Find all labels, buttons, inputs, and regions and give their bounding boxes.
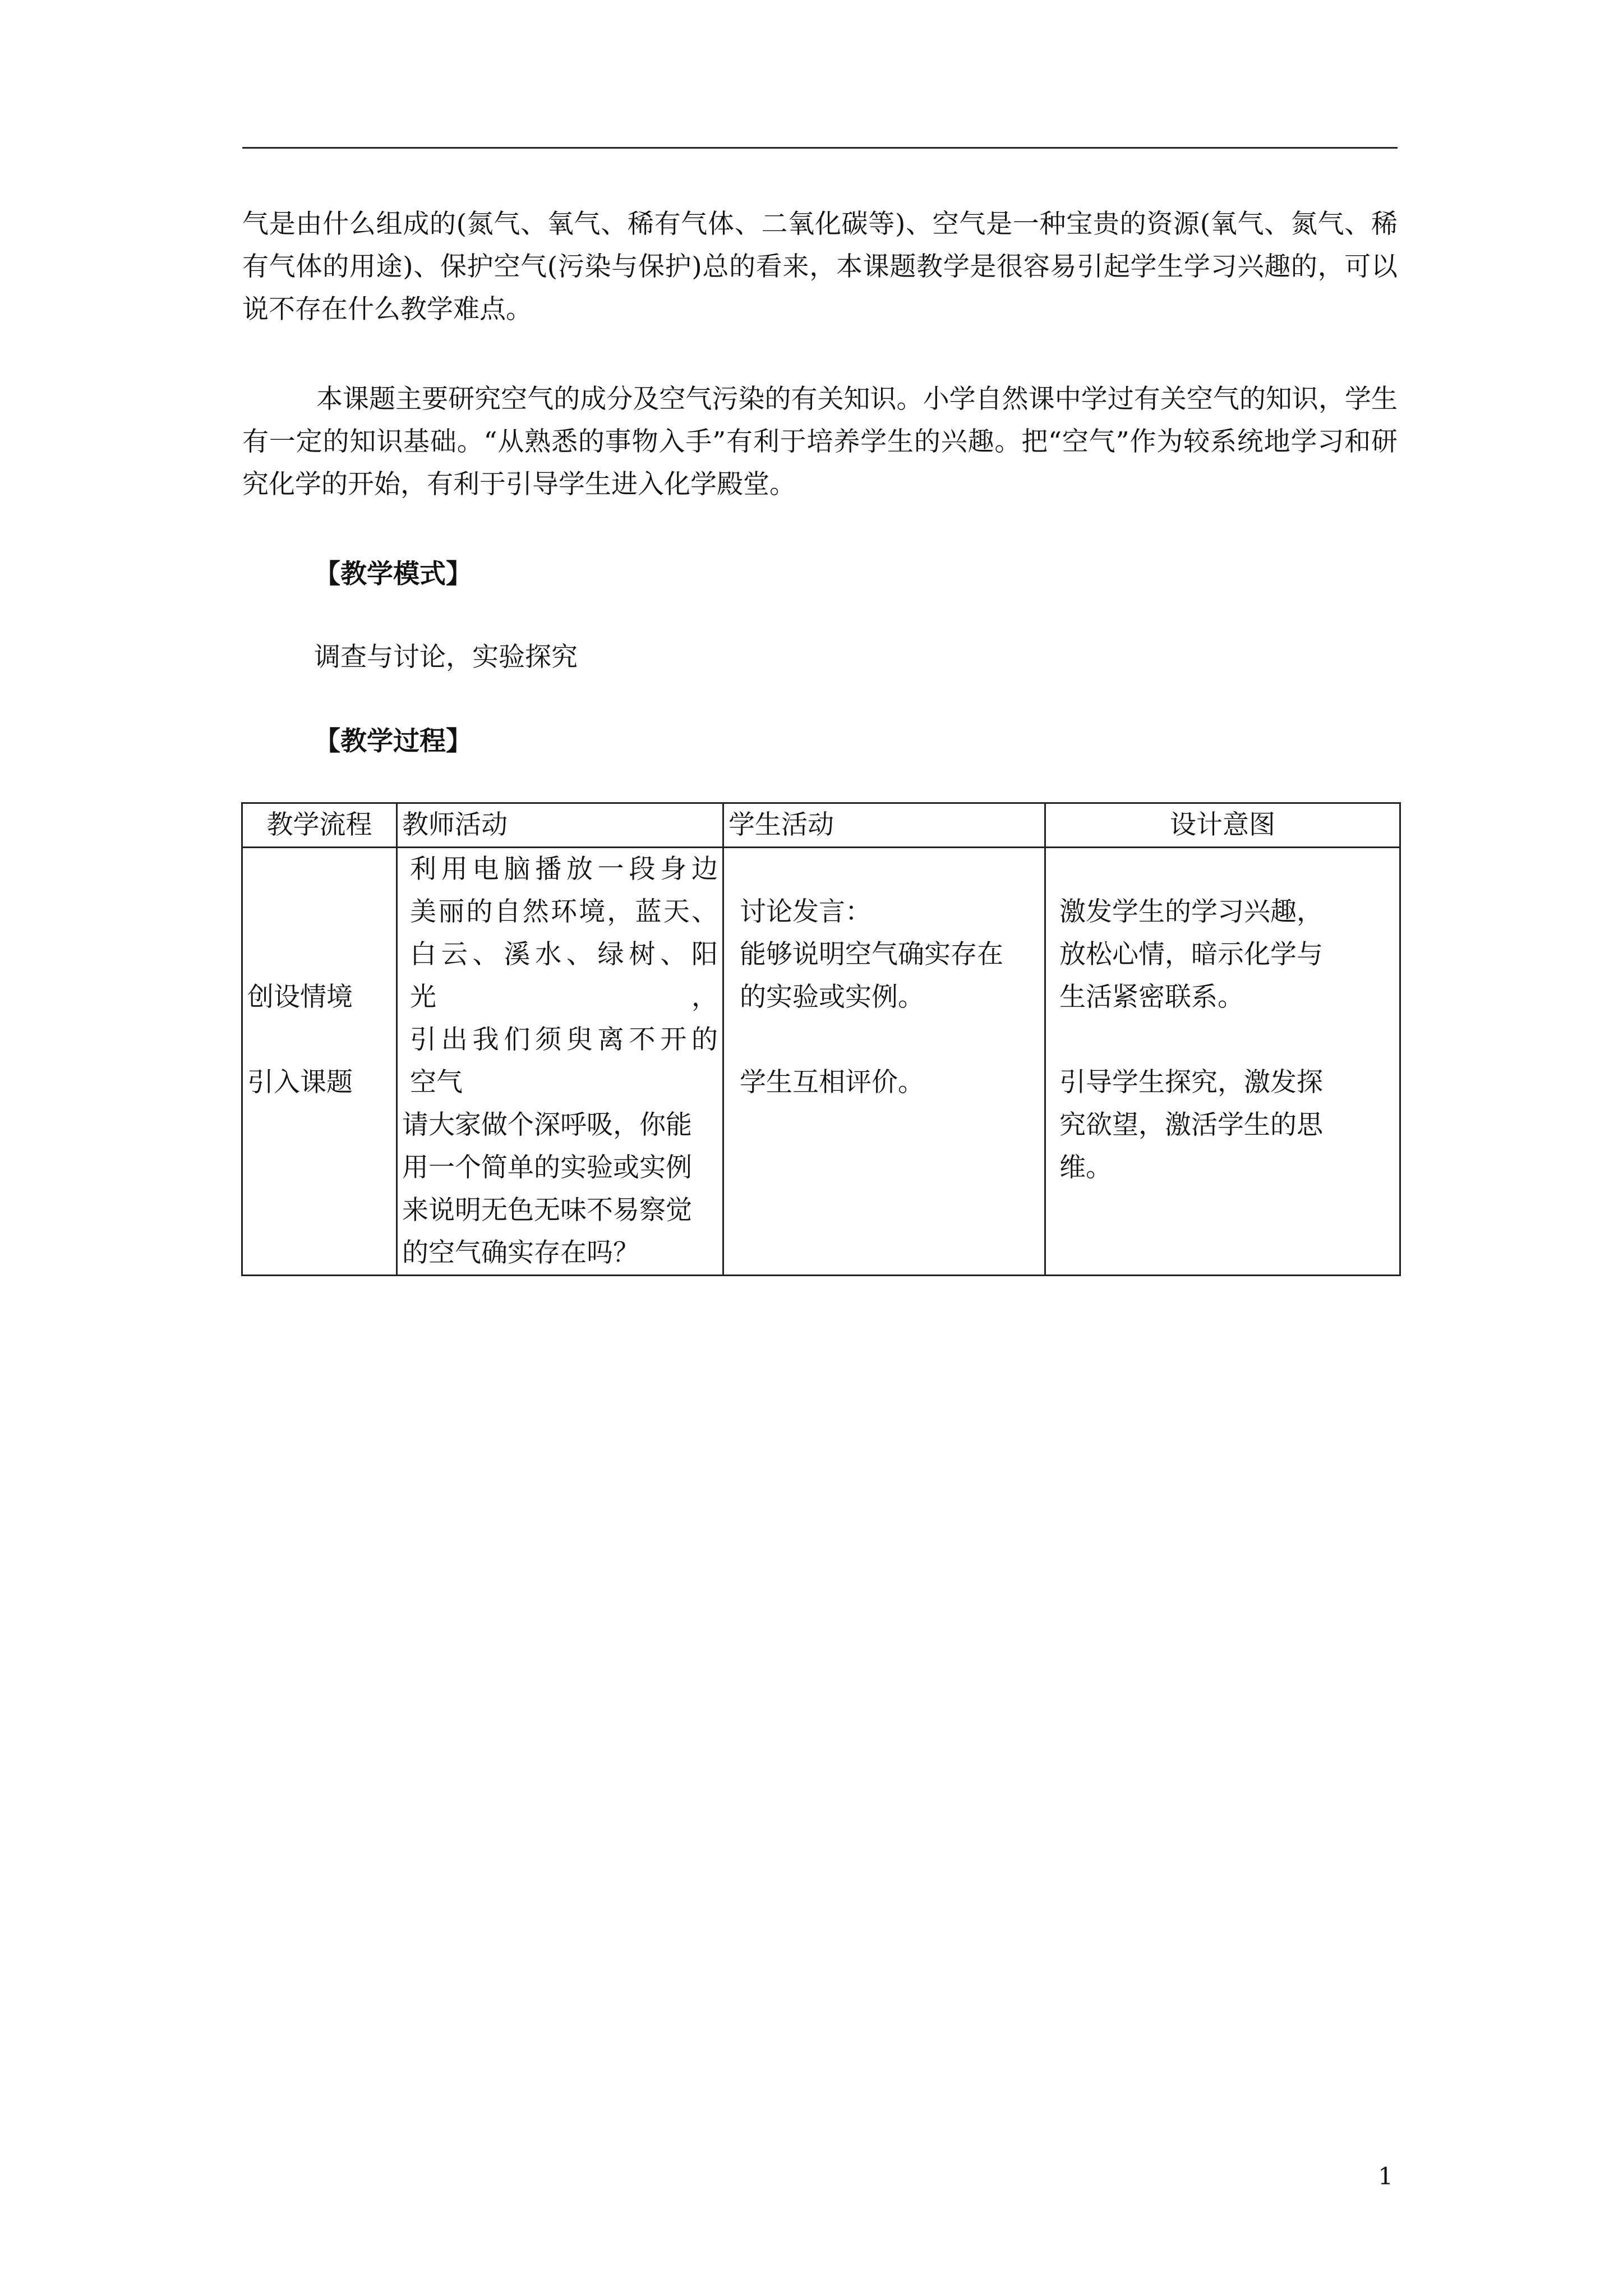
column-header-intent: 设计意图: [1045, 803, 1400, 848]
student-activity-line: 讨论发言：: [740, 896, 872, 927]
student-activity-line: 的实验或实例。: [740, 982, 924, 1013]
teacher-activity-line: 利用电脑播放一段身边: [410, 854, 718, 885]
teaching-mode-heading: 【教学模式】: [314, 559, 472, 590]
teacher-activity-line: 空气: [410, 1067, 463, 1098]
page-number: 1: [1378, 2162, 1393, 2190]
design-intent-line: 究欲望，激活学生的思: [1059, 1110, 1323, 1140]
teacher-activity-line: 白云、溪水、绿树、阳光，: [410, 939, 718, 1013]
teacher-activity-line: 来说明无色无味不易察觉: [402, 1195, 692, 1226]
design-intent-line: 引导学生探究，激发探: [1059, 1067, 1323, 1098]
student-activity-cell: [723, 848, 1045, 1276]
table-row: [242, 848, 1400, 1276]
header-rule: [242, 147, 1398, 149]
design-intent-cell: [1045, 848, 1400, 1276]
teaching-mode-text: 调查与讨论，实验探究: [314, 642, 578, 673]
flow-label: 引入课题: [247, 1067, 353, 1098]
teacher-activity-line: 请大家做个深呼吸，你能: [402, 1110, 692, 1140]
teacher-activity-cell: [397, 848, 723, 1276]
flow-label: 创设情境: [247, 982, 353, 1013]
table-header-row: [242, 803, 1400, 848]
column-header-flow: 教学流程: [242, 803, 397, 848]
teacher-activity-line: 的空气确实存在吗？: [402, 1237, 639, 1268]
teaching-process-heading: 【教学过程】: [314, 726, 472, 757]
design-intent-line: 生活紧密联系。: [1059, 982, 1244, 1013]
intro-paragraph: 气是由什么组成的(氮气、氧气、稀有气体、二氧化碳等)、空气是一种宝贵的资源(氧气、氮气、稀有气体的用途)、保护空气(污染与保护)总的看来，本课题教学是很容易引起学生学习兴趣的，可以说不存在什么教学难点。: [242, 209, 1398, 325]
student-activity-line: 能够说明空气确实存在: [740, 939, 1003, 970]
column-header-student: 学生活动: [723, 803, 1045, 848]
design-intent-line: 放松心情，暗示化学与: [1059, 939, 1323, 970]
column-header-teacher: 教师活动: [397, 803, 723, 848]
second-paragraph: 本课题主要研究空气的成分及空气污染的有关知识。小学自然课中学过有关空气的知识，学生有一定的知识基础。“从熟悉的事物入手”有利于培养学生的兴趣。把“空气”作为较系统地学习和研究化学的开始，有利于引导学生进入化学殿堂。: [242, 384, 1398, 500]
teacher-activity-line: 用一个简单的实验或实例: [402, 1152, 692, 1183]
design-intent-line: 维。: [1059, 1152, 1112, 1183]
flow-cell: [242, 848, 397, 1276]
teacher-activity-line: 美丽的自然环境，蓝天、: [410, 896, 718, 927]
teacher-activity-line: 引出我们须臾离不开的: [410, 1024, 718, 1055]
student-activity-line: 学生互相评价。: [740, 1067, 924, 1098]
design-intent-line: 激发学生的学习兴趣，: [1059, 896, 1323, 927]
teaching-process-table: [241, 802, 1401, 1276]
